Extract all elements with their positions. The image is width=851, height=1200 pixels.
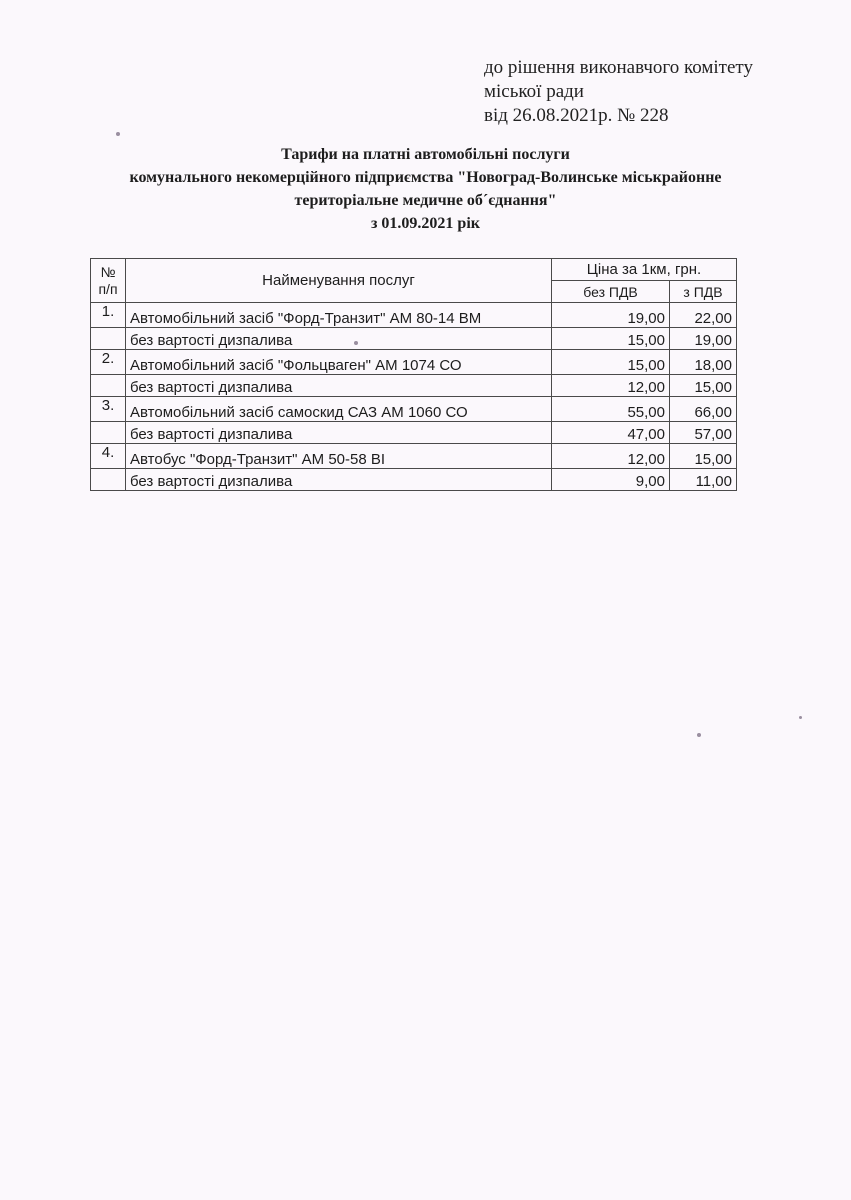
row-service-name: без вартості дизпалива xyxy=(126,469,552,491)
decision-reference xyxy=(484,56,753,128)
row-service-name: Автомобільний засіб "Фольцваген" АМ 1074 СО xyxy=(126,350,552,375)
row-price-without-vat: 12,00 xyxy=(552,444,670,469)
row-number xyxy=(91,375,126,397)
title-line-1: Тарифи на платні автомобільні послуги xyxy=(281,146,570,163)
row-price-with-vat: 57,00 xyxy=(670,422,737,444)
row-service-name: без вартості дизпалива xyxy=(126,422,552,444)
header-service-name: Найменування послуг xyxy=(126,259,552,303)
row-service-name: Автобус "Форд-Транзит" АМ 50-58 ВІ xyxy=(126,444,552,469)
row-price-with-vat: 19,00 xyxy=(670,328,737,350)
scan-speck xyxy=(116,132,120,136)
scan-speck xyxy=(697,733,701,737)
row-price-with-vat: 18,00 xyxy=(670,350,737,375)
row-number: 2. xyxy=(91,350,126,375)
row-service-name: Автомобільний засіб самоскид САЗ АМ 1060 СО xyxy=(126,397,552,422)
row-number: 3. xyxy=(91,397,126,422)
row-price-without-vat: 19,00 xyxy=(552,303,670,328)
row-price-with-vat: 15,00 xyxy=(670,444,737,469)
table-header-row xyxy=(91,259,737,281)
row-number xyxy=(91,328,126,350)
row-price-without-vat: 47,00 xyxy=(552,422,670,444)
table-row xyxy=(91,397,737,422)
tariff-table xyxy=(90,258,737,491)
title-line-4: з 01.09.2021 рік xyxy=(371,215,480,232)
table-row xyxy=(91,328,737,350)
table-row xyxy=(91,422,737,444)
header-with-vat: з ПДВ xyxy=(670,281,737,303)
table-row xyxy=(91,303,737,328)
scan-speck xyxy=(799,716,802,719)
row-number xyxy=(91,469,126,491)
decision-line-3: від 26.08.2021р. № 228 xyxy=(484,105,669,126)
row-price-with-vat: 15,00 xyxy=(670,375,737,397)
header-number xyxy=(91,259,126,303)
row-price-without-vat: 55,00 xyxy=(552,397,670,422)
title-line-2: комунального некомерційного підприємства "Новоград-Волинське міськрайонне xyxy=(129,169,722,186)
table-row xyxy=(91,350,737,375)
document-title xyxy=(0,143,851,235)
row-price-with-vat: 66,00 xyxy=(670,397,737,422)
table-row xyxy=(91,469,737,491)
decision-line-1: до рішення виконавчого комітету xyxy=(484,57,753,78)
header-without-vat: без ПДВ xyxy=(552,281,670,303)
header-price: Ціна за 1км, грн. xyxy=(552,259,737,281)
decision-line-2: міської ради xyxy=(484,81,584,102)
row-price-without-vat: 9,00 xyxy=(552,469,670,491)
row-number xyxy=(91,422,126,444)
title-line-3: територіальне медичне об´єднання" xyxy=(294,192,557,209)
row-service-name: без вартості дизпалива xyxy=(126,375,552,397)
row-price-with-vat: 11,00 xyxy=(670,469,737,491)
table-row xyxy=(91,444,737,469)
row-service-name: Автомобільний засіб "Форд-Транзит" АМ 80-14 ВМ xyxy=(126,303,552,328)
row-service-name: без вартості дизпалива xyxy=(126,328,552,350)
scan-speck xyxy=(354,341,358,345)
header-number-sign: № xyxy=(100,263,116,280)
row-price-with-vat: 22,00 xyxy=(670,303,737,328)
row-number: 1. xyxy=(91,303,126,328)
header-number-abbrev: п/п xyxy=(98,280,118,297)
row-price-without-vat: 15,00 xyxy=(552,350,670,375)
row-price-without-vat: 15,00 xyxy=(552,328,670,350)
row-number: 4. xyxy=(91,444,126,469)
table-row xyxy=(91,375,737,397)
row-price-without-vat: 12,00 xyxy=(552,375,670,397)
